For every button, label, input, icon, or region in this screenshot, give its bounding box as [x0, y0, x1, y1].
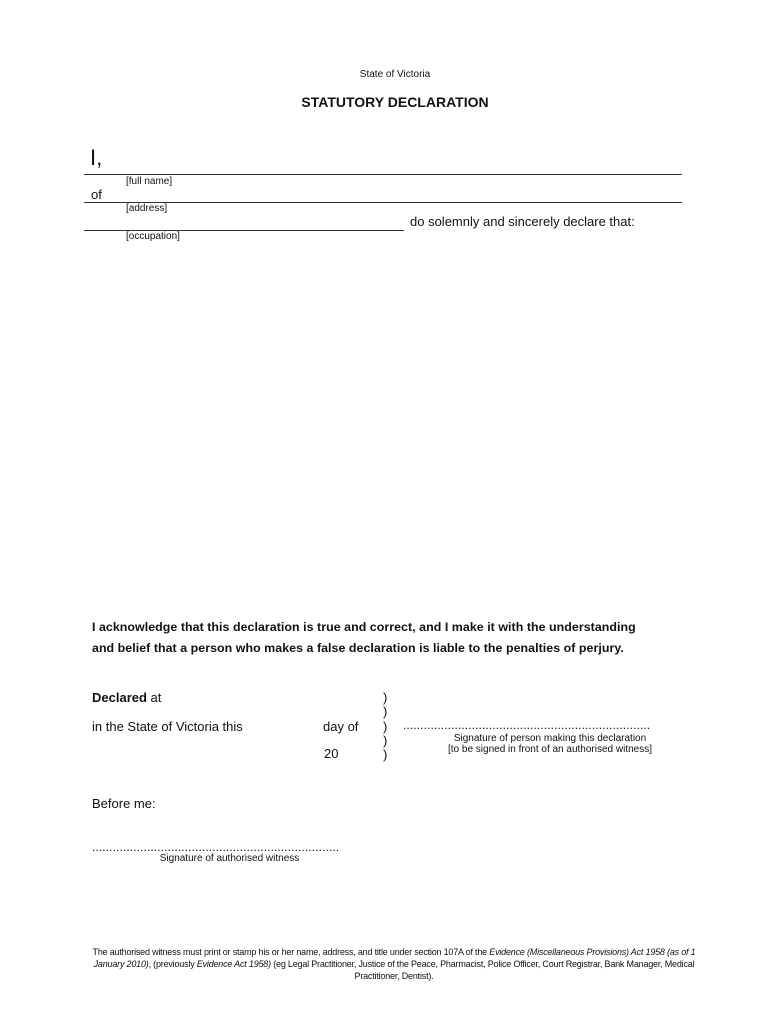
occupation-caption: [occupation]	[126, 231, 180, 242]
declare-text: do solemnly and sincerely declare that:	[410, 214, 635, 229]
footer-part-3: (eg Legal Practitioner, Justice of the Peace, Pharmacist, Police Officer, Court Registrar, Bank Manager, Medical Practitioner, Dentist).	[270, 959, 695, 981]
paren-1: )	[383, 690, 388, 705]
footer-note	[90, 946, 698, 982]
day-of-label: day of	[323, 719, 359, 734]
declarant-signature-line[interactable]: ........................................................................	[403, 718, 651, 732]
witness-signature-caption: Signature of authorised witness	[159, 853, 300, 864]
witness-signature-line[interactable]: ........................................................................	[92, 840, 340, 854]
paren-2: )	[383, 704, 388, 719]
footer-part-1: The authorised witness must print or stamp his or her name, address, and title under section 107A of the	[92, 947, 490, 957]
declared-bold: Declared	[92, 690, 147, 705]
paren-5: )	[383, 747, 388, 762]
acknowledgement-line-1: I acknowledge that this declaration is true and correct, and I make it with the understanding	[92, 620, 636, 634]
i-label: I,	[90, 145, 103, 170]
before-me-label: Before me:	[92, 796, 156, 811]
paren-3: )	[383, 719, 388, 734]
declarant-signature-note: [to be signed in front of an authorised witness]	[447, 744, 652, 755]
at-label: at	[150, 690, 162, 705]
jurisdiction-heading: State of Victoria	[359, 69, 431, 80]
footer-part-2: , (previously	[148, 959, 197, 969]
address-caption: [address]	[126, 203, 168, 214]
declaration-body-area[interactable]	[90, 250, 680, 605]
page-title: STATUTORY DECLARATION	[301, 94, 489, 110]
year-prefix: 20	[324, 746, 339, 761]
full-name-caption: [full name]	[126, 176, 173, 187]
footer-italic-2: Evidence Act 1958)	[196, 959, 271, 969]
declared-at-label	[92, 690, 161, 705]
declarant-signature-caption: Signature of person making this declaration	[453, 733, 647, 744]
acknowledgement-line-2: and belief that a person who makes a false declaration is liable to the penalties of perjury.	[92, 641, 624, 655]
footer-italic-1: Evidence (Miscellaneous Provisions) Act 1958 (as of 1 January 2010)	[93, 947, 696, 969]
of-label: of	[91, 187, 102, 202]
state-this-label: in the State of Victoria this	[92, 719, 243, 734]
full-name-field[interactable]	[84, 174, 682, 175]
address-field[interactable]	[84, 202, 682, 203]
paren-4: )	[383, 733, 388, 748]
